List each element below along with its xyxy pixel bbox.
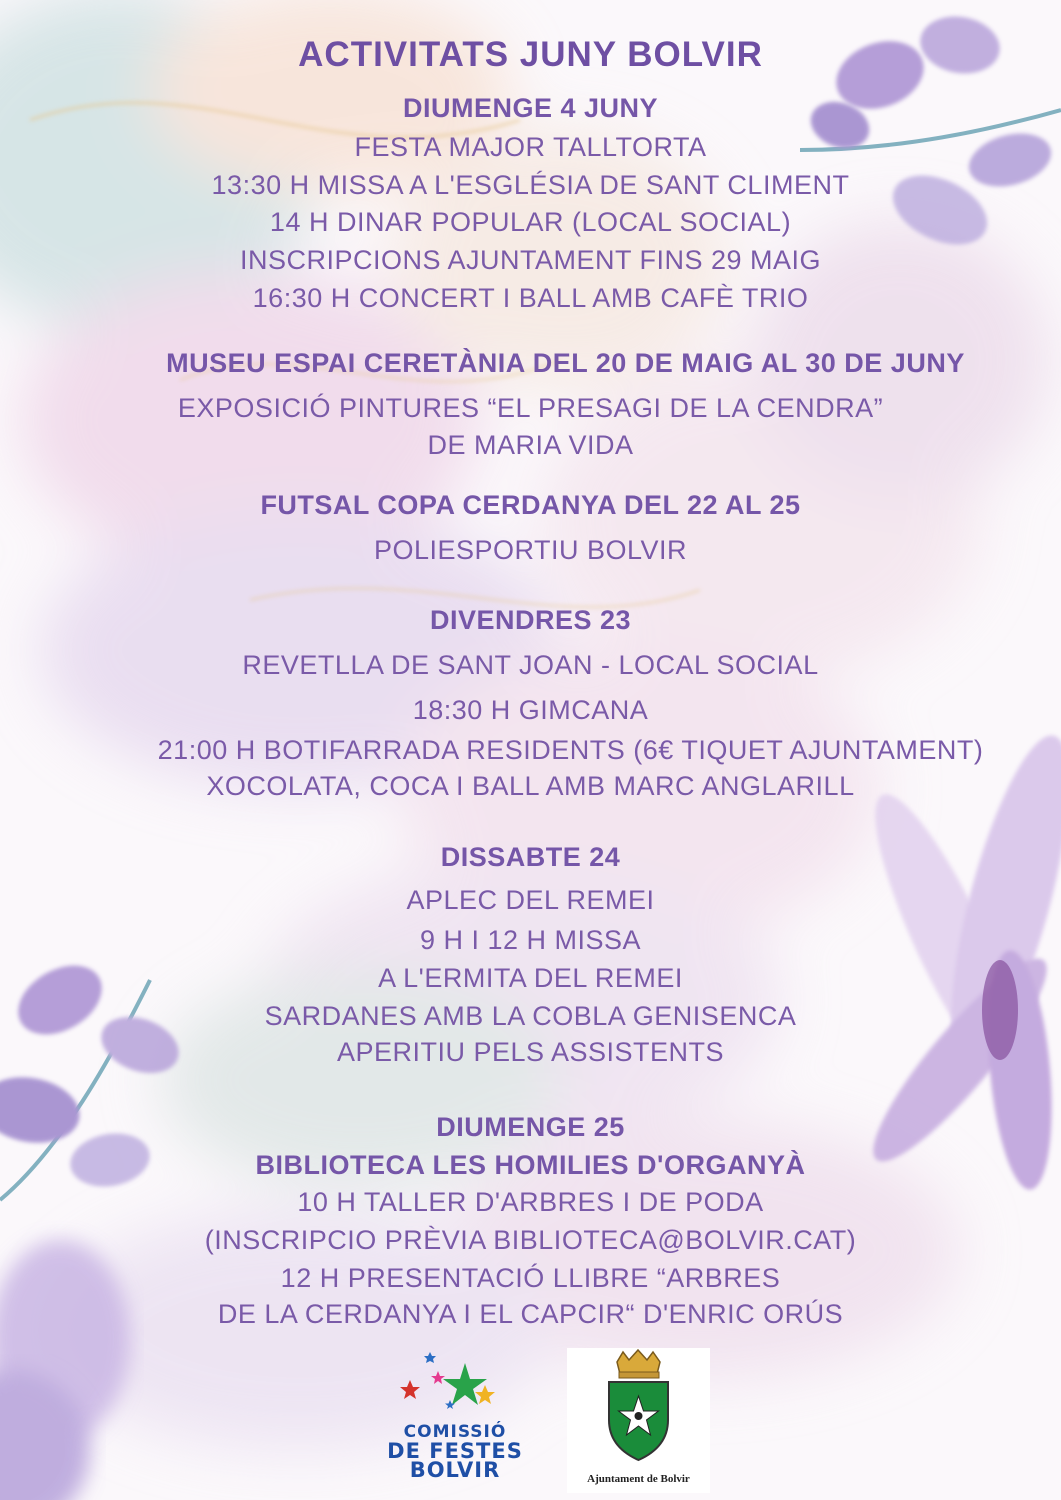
section-line: FESTA MAJOR TALLTORTA — [354, 132, 707, 162]
section-heading: DIUMENGE 25 — [436, 1112, 625, 1142]
section-line: EXPOSICIÓ PINTURES “EL PRESAGI DE LA CENDRA” — [177, 393, 884, 423]
section-line: SARDANES AMB LA COBLA GENISENCA — [264, 1001, 797, 1031]
section-line: DE MARIA VIDA — [427, 430, 634, 460]
logo-text-line: BOLVIR — [409, 1458, 501, 1482]
coat-of-arms-icon — [567, 1348, 710, 1466]
section-line: 9 H I 12 H MISSA — [419, 925, 642, 955]
section-line: (INSCRIPCIO PRÈVIA BIBLIOTECA@BOLVIR.CAT) — [204, 1225, 857, 1255]
ajuntament-logo — [567, 1348, 710, 1493]
section-heading: DIVENDRES 23 — [429, 605, 632, 635]
section-line: 21:00 H BOTIFARRADA RESIDENTS (6€ TIQUET AJUNTAMENT) — [157, 735, 984, 765]
section-line: INSCRIPCIONS AJUNTAMENT FINS 29 MAIG — [239, 245, 822, 275]
section-line: APLEC DEL REMEI — [406, 885, 655, 915]
star-cluster-icon — [370, 1350, 540, 1420]
section-line: REVETLLA DE SANT JOAN - LOCAL SOCIAL — [242, 650, 819, 680]
section-line: 10 H TALLER D'ARBRES I DE PODA — [297, 1187, 764, 1217]
section-line: DE LA CERDANYA I EL CAPCIR“ D'ENRIC ORÚS — [217, 1299, 844, 1329]
section-line: A L'ERMITA DEL REMEI — [378, 963, 683, 993]
section-heading: MUSEU ESPAI CERETÀNIA DEL 20 DE MAIG AL 30 DE JUNY — [166, 348, 965, 378]
section-line: 13:30 H MISSA A L'ESGLÉSIA DE SANT CLIMENT — [211, 170, 850, 200]
section-subheading: BIBLIOTECA LES HOMILIES D'ORGANYÀ — [255, 1150, 806, 1180]
section-line: 14 H DINAR POPULAR (LOCAL SOCIAL) — [269, 207, 792, 237]
section-line: APERITIU PELS ASSISTENTS — [336, 1037, 725, 1067]
section-line: XOCOLATA, COCA I BALL AMB MARC ANGLARILL — [206, 771, 855, 801]
section-line: 16:30 H CONCERT I BALL AMB CAFÈ TRIO — [252, 283, 809, 313]
section-line: 12 H PRESENTACIÓ LLIBRE “ARBRES — [280, 1263, 781, 1293]
section-heading: DISSABTE 24 — [440, 842, 621, 872]
section-heading: FUTSAL COPA CERDANYA DEL 22 AL 25 — [260, 490, 801, 520]
section-line: 18:30 H GIMCANA — [412, 695, 649, 725]
section-line: POLIESPORTIU BOLVIR — [373, 535, 688, 565]
page-title: ACTIVITATS JUNY BOLVIR — [298, 35, 763, 74]
logo-text-line: COMISSIÓ — [403, 1422, 507, 1442]
comissio-festes-logo — [370, 1350, 540, 1490]
ajuntament-label: Ajuntament de Bolvir — [587, 1473, 690, 1485]
logo-text-line: DE FESTES — [387, 1439, 523, 1463]
section-heading: DIUMENGE 4 JUNY — [402, 93, 659, 123]
